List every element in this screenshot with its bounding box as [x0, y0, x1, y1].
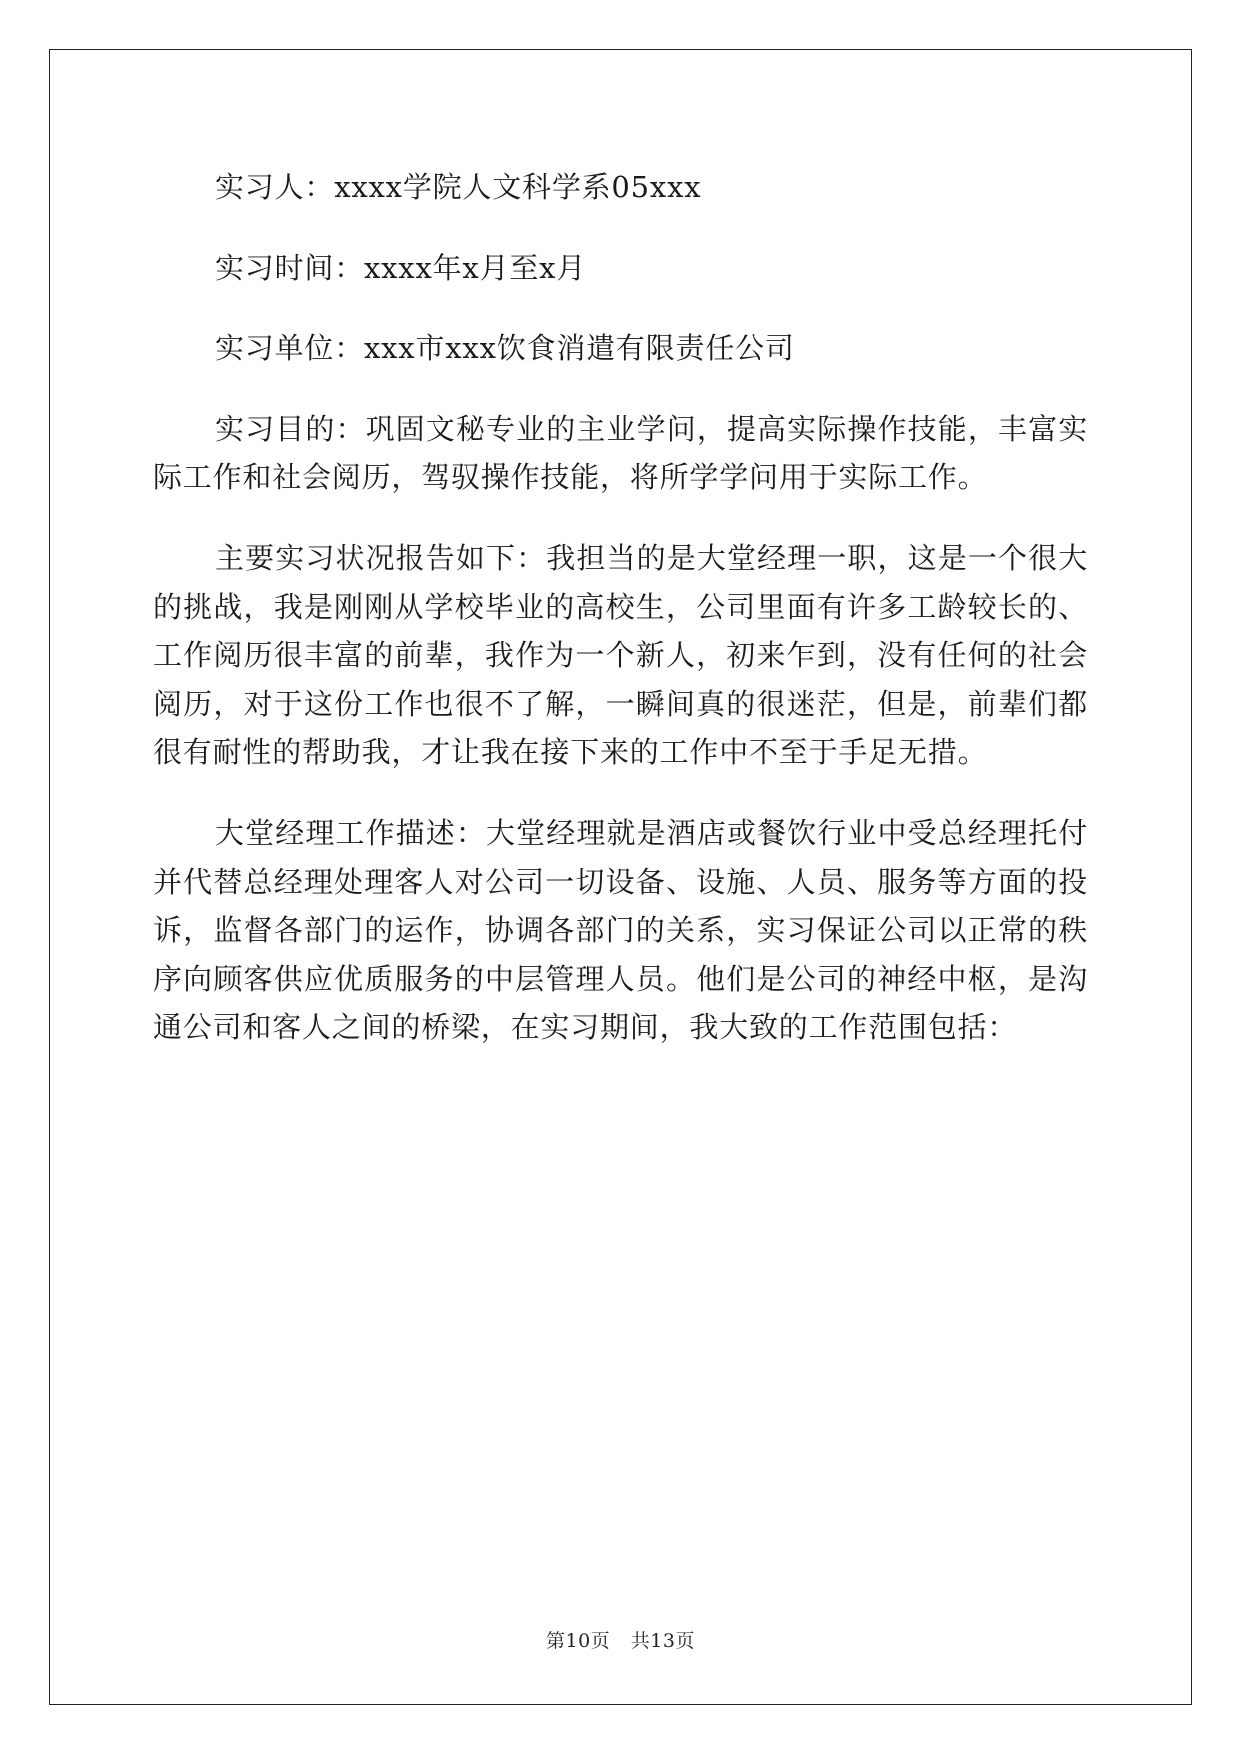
paragraph-intern-purpose: 实习目的：巩固文秘专业的主业学问，提高实际操作技能，丰富实际工作和社会阅历，驾驭操作技能，将所学学问用于实际工作。 [153, 411, 1088, 495]
paragraph-job-description: 大堂经理工作描述：大堂经理就是酒店或餐饮行业中受总经理托付并代替总经理处理客人对公司一切设备、设施、人员、服务等方面的投诉，监督各部门的运作，协调各部门的关系，实习保证公司以正常的秩序向顾客供应优质服务的中层管理人员。他们是公司的神经中枢，是沟通公司和客人之间的桥梁，在实习期间，我大致的工作范围包括： [153, 815, 1088, 1045]
page-number: 第10页 [546, 1630, 611, 1652]
paragraph-intern-period: 实习时间：xxxx年x月至x月 [215, 250, 587, 285]
paragraph-intern: 实习人：xxxx学院人文科学系05xxx [215, 170, 702, 204]
paragraph-intern-unit: 实习单位：xxx市xxx饮食消遣有限责任公司 [215, 331, 795, 366]
document-body [153, 163, 1088, 1084]
page-footer [0, 1626, 1241, 1653]
paragraph-main-report: 主要实习状况报告如下：我担当的是大堂经理一职，这是一个很大的挑战，我是刚刚从学校毕业的高校生，公司里面有许多工龄较长的、工作阅历很丰富的前辈，我作为一个新人，初来乍到，没有任何的社会阅历，对于这份工作也很不了解，一瞬间真的很迷茫，但是，前辈们都很有耐性的帮助我，才让我在接下来的工作中不至于手足无措。 [153, 540, 1088, 770]
page-total: 共13页 [630, 1630, 695, 1652]
